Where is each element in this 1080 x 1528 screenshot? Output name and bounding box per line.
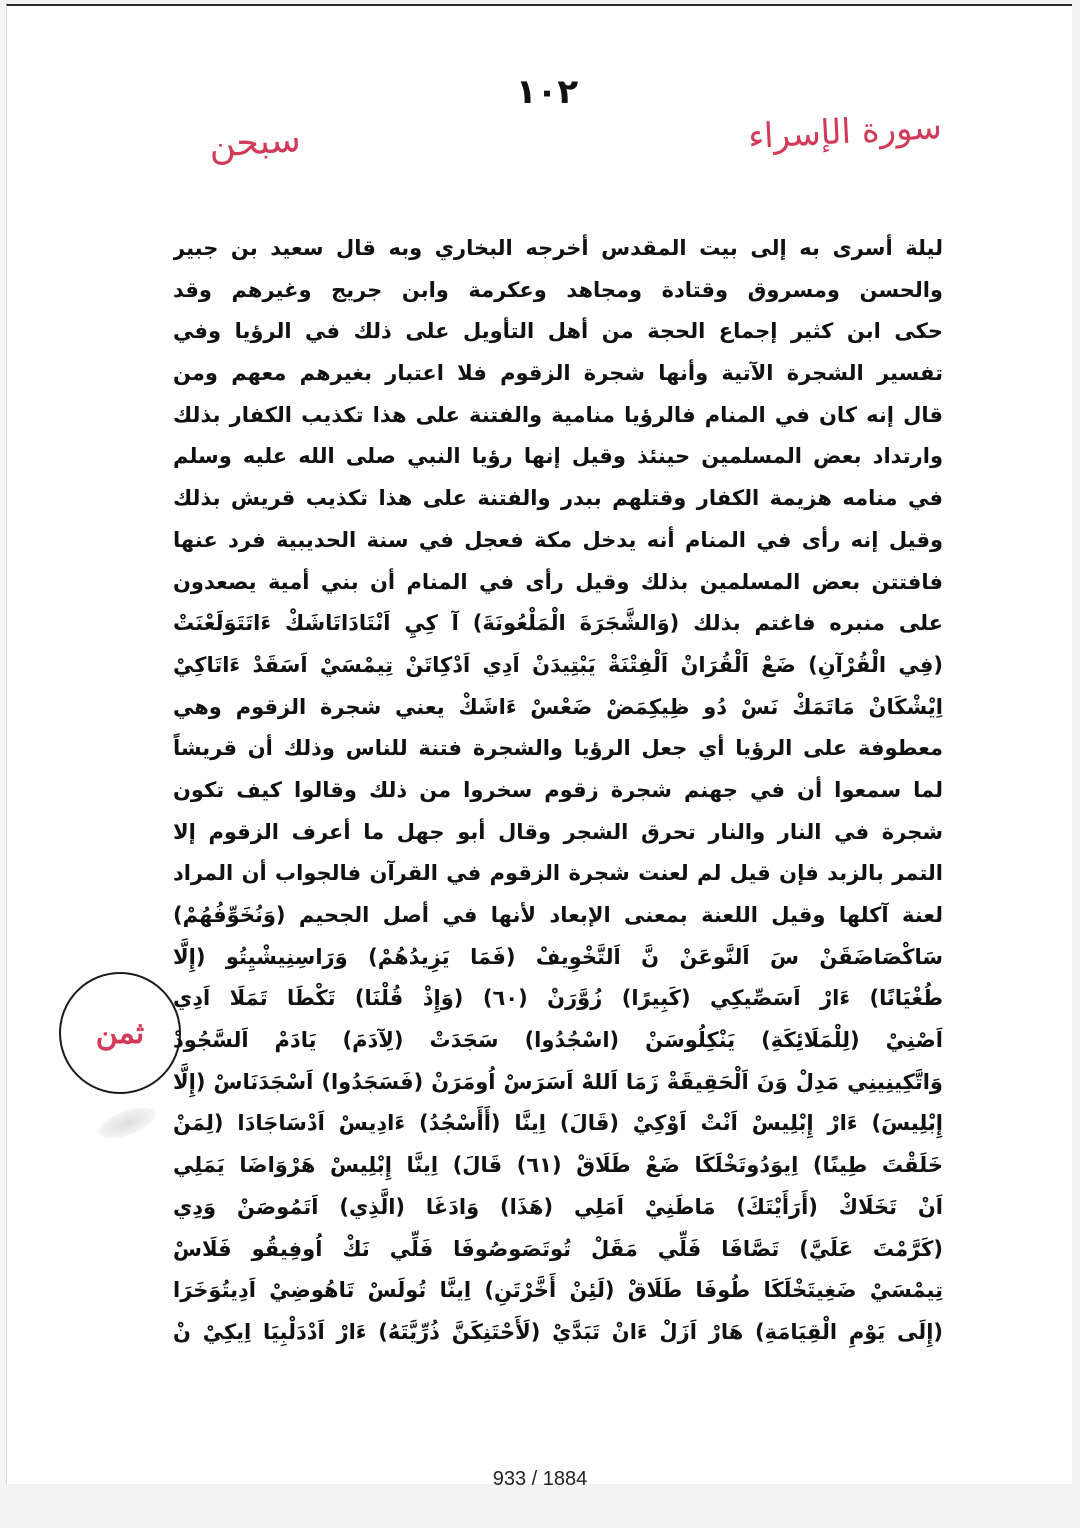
text-line: اَصْنِيْ (لِلْمَلَائِكَةِ) يَنْكِلُوسَنْ (اسْجُدُوا) سَجَدَتْ (لِآدَمَ) يَادَمْ اَلسَّجُودْ [173, 1028, 943, 1053]
text-line: فافتتن بعض المسلمين بذلك وقيل رأى في المنام أن بني أمية يصعدون [173, 569, 943, 594]
text-line: على منبره فاغتم بذلك (وَالشَّجَرَةَ الْمَلْعُونَةَ) آ كِيِ اَنْتَادَاتَاشَكْ ءَاتَتَوَلَعْنَتْ [173, 611, 943, 636]
text-line: وارتداد بعض المسلمين حينئذ وقيل إنها رؤيا النبي صلى الله عليه وسلم [173, 444, 943, 469]
text-line: والحسن ومسروق وقتادة ومجاهد وعكرمة وابن جريج وغيرهم وقد [173, 277, 943, 302]
margin-note-handwritten: ثمن [95, 1015, 145, 1051]
text-line: قال إنه كان في المنام فالرؤيا منامية والفتنة على هذا تكذيب الكفار بذلك [173, 402, 943, 427]
text-line: إِبْلِيسَ) ءَارْ إِبْلِيسْ اَنْتْ اَوْكِيْ (قَالَ) اِينَّا (أَأَسْجُدُ) ءَادِيسْ اَدْسَاجَادَا (لِمَنْ [173, 1111, 943, 1136]
text-line: وَاتَّكِينِينِي مَدِلْ وَنَ اَلْحَقِيقَةْ زَمَا اَللهْ اَسَرَسْ اُومَرَنْ (فَسَجَدُوا) اَسْجَدَنَاسْ (إِلَّا [173, 1069, 943, 1094]
text-line: ليلة أسرى به إلى بيت المقدس أخرجه البخاري وبه قال سعيد بن جبير [173, 236, 943, 260]
text-line: خَلَقْتَ طِينًا) اِيوَدُوتَخْلَكَا ضَعْ طَلَاقْ (٦١) قَالَ) اِينَّا إِبْلِيسْ هَرْوَاضَا يَمَلِي [173, 1153, 943, 1178]
page-number: ١٠٢ [515, 72, 579, 112]
page-indicator: 933 / 1884 [492, 1468, 588, 1490]
text-line: وقيل إنه رأى في المنام أنه يدخل مكة فعجل في سنة الحديبية فرد عنها [173, 527, 943, 552]
sura-name-handwritten: سورة الإسراء [747, 106, 943, 158]
text-line: معطوفة على الرؤيا أي جعل الرؤيا والشجرة فتنة للناس وذلك أن قريشاً [173, 736, 943, 761]
text-line: في منامه هزيمة الكفار وقتلهم ببدر والفتنة على هذا تكذيب قريش بذلك [173, 486, 943, 511]
text-line: اِيْشْكَانْ مَاتَمَكْ نَسْ دُو ظِيكِمَضْ ضَعْسْ ءَاشَكْ يعني شجرة الزقوم وهي [173, 694, 943, 719]
text-line: التمر بالزبد فإن قيل لم لعنت شجرة الزقوم في القرآن فالجواب أن المراد [173, 861, 943, 886]
text-line: شجرة في النار والنار تحرق الشجر وقال أبو جهل ما أعرف الزقوم إلا [173, 819, 943, 844]
text-line: سَاكْصَاضَقَنْ سَ اَلنَّوعَنْ نَّ اَلتَّخْوِيفْ (فَمَا يَزِيدُهُمْ) وَرَاسِنِيشْيِتُو (إِلَّا [173, 944, 943, 969]
text-line: لما سمعوا أن في جهنم شجرة زقوم سخروا من ذلك وقالوا كيف تكون [173, 777, 943, 802]
text-line: لعنة آكلها وقيل اللعنة بمعنى الإبعاد لأنها في أصل الجحيم (وَنُخَوِّفُهُمْ) [173, 903, 943, 927]
text-body [173, 228, 943, 1354]
text-line: (كَرَّمْتَ عَلَيَّ) تَصَّافَا فَلِّي مَقَلْ تُوتَصَوصُوفَا فَلِّي نَكْ اُوفِيقُو فَلَاسْ [173, 1236, 943, 1261]
juz-name-handwritten: سبحن [207, 118, 302, 167]
text-line: طُغْيَانًا) ءَارْ اَسَصِّيكِي (كَبِيرًا) زُوَّرَنْ (٦٠) (وَإِذْ قُلْنَا) تَكْطَا تَمَلَا اَدِي [173, 986, 943, 1011]
document-page [6, 4, 1072, 1484]
text-line: (إِلَى يَوْمِ الْقِيَامَةِ) هَارْ اَزَلْ ءَانْ تَبَدَّيْ (لَأَحْتَنِكَنَّ ذُرِّيَّتَهُ) ءَارْ اَدْدَلْبِيَا اِيكِيْ نْ [173, 1319, 943, 1344]
text-line: (فِي الْقُرْآنِ) ضَعْ اَلْقُرَانْ اَلْفِتْنَةْ يَبْتِيدَنْ اَدِي اَدْكِاتَنْ تِيمْسَيْ اَسَقَدْ ءَاتَاكِيْ [173, 652, 943, 677]
text-line: اَنْ تَخَلَاكْ (أَرَأَيْتَكَ) مَاطَنِيْ اَمَلِي (هَذَا) وَادَغَا (الَّذِي) اَتَمُوصَنْ وَدِي [173, 1194, 943, 1219]
scan-smudge [95, 1101, 160, 1144]
margin-circle [59, 972, 181, 1094]
text-line: حكى ابن كثير إجماع الحجة من أهل التأويل على ذلك في الرؤيا وفي [173, 319, 943, 344]
text-line: تِيمْسَيْ ضَغِيتَخْلَكَا طُوفَا طَلَاقْ (لَئِنْ أَخَّرْتَنِ) اِينَّا تُولَسْ تَاهُوضِيْ اَدِيتُوَخَرَا [173, 1278, 943, 1303]
text-line: تفسير الشجرة الآتية وأنها شجرة الزقوم فلا اعتبار بغيرهم معهم ومن [173, 361, 943, 386]
